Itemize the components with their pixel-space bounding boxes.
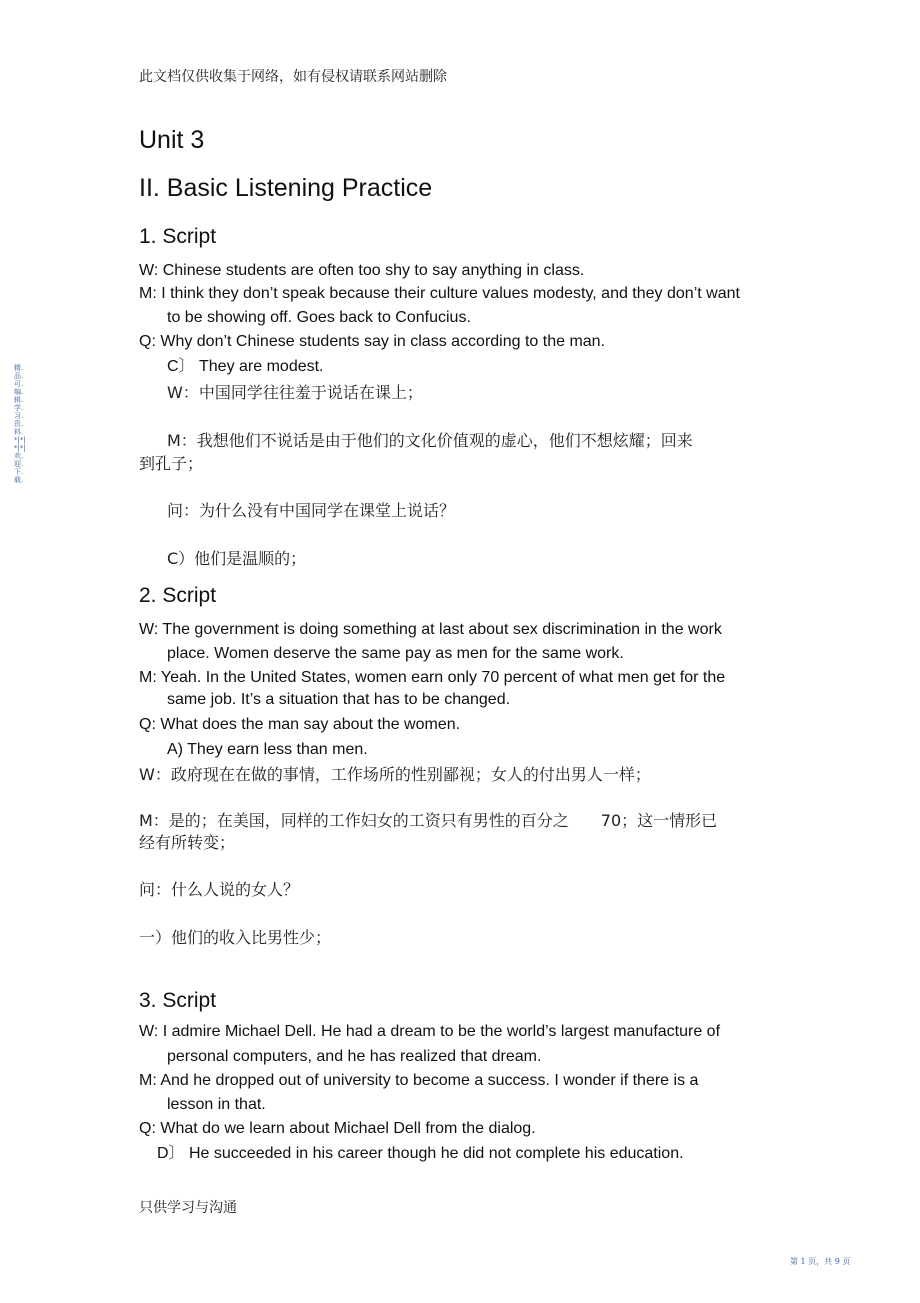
script-2-line: M: Yeah. In the United States, women earn only 70 percent of what men get for the (139, 669, 726, 686)
script-1-line: 问：为什么没有中国同学在课堂上说话？ (167, 501, 456, 520)
script-1-line: M: I think they don’t speak because their culture values modesty, and they don’t want (139, 285, 740, 302)
script-1-line: W：中国同学往往羞于说话在课上； (167, 383, 423, 402)
script-1-line: 到孔子； (139, 454, 204, 473)
script-2-line: M：是的；在美国，同样的工作妇女的工资只有男性的百分之 70；这一情形已 (139, 811, 718, 830)
script-2-line: place. Women deserve the same pay as men for the same work. (167, 645, 624, 662)
page-footer: 只供学习与沟通 (139, 1200, 237, 1216)
sidebar-watermark: 精.品.可.编.辑.学.习.资.料.*|*|*|*|欢.迎.下.载. (14, 364, 26, 484)
page-header: 此文档仅供收集于网络，如有侵权请联系网站删除 (139, 69, 447, 85)
unit-title: Unit 3 (139, 126, 205, 154)
script-1-line: to be showing off. Goes back to Confucius. (167, 309, 471, 326)
page-number: 第 1 页，共 9 页 (790, 1257, 851, 1266)
script-1-answer: C〕 They are modest. (167, 358, 324, 375)
script-2-line: W: The government is doing something at last about sex discrimination in the work (139, 621, 722, 638)
script-3-line: lesson in that. (167, 1096, 266, 1113)
script-2-line: W：政府现在在做的事情，工作场所的性别鄙视；女人的付出男人一样； (139, 765, 651, 784)
script-2-line: 问：什么人说的女人？ (139, 880, 300, 899)
script-1-line: W: Chinese students are often too shy to say anything in class. (139, 262, 585, 279)
script-3-line: M: And he dropped out of university to become a success. I wonder if there is a (139, 1072, 699, 1089)
script-2-heading: 2. Script (139, 584, 217, 607)
script-1-line: M：我想他们不说话是由于他们的文化价值观的虚心，他们不想炫耀；回来 (167, 431, 693, 450)
script-2-line: same job. It’s a situation that has to be changed. (167, 691, 511, 708)
script-2-line: Q: What does the man say about the women. (139, 716, 461, 733)
script-1-line: C）他们是温顺的； (167, 549, 307, 568)
script-1-heading: 1. Script (139, 225, 217, 248)
script-3-heading: 3. Script (139, 989, 217, 1012)
script-3-line: Q: What do we learn about Michael Dell from the dialog. (139, 1120, 536, 1137)
script-2-line: 经有所转变； (139, 833, 236, 852)
script-2-answer: A) They earn less than men. (167, 741, 368, 758)
script-1-line: Q: Why don’t Chinese students say in class according to the man. (139, 333, 606, 350)
section-title: II. Basic Listening Practice (139, 174, 433, 202)
script-3-line: personal computers, and he has realized that dream. (167, 1048, 542, 1065)
script-3-line: W: I admire Michael Dell. He had a dream to be the world’s largest manufacture of (139, 1023, 721, 1040)
script-3-answer: D〕 He succeeded in his career though he did not complete his education. (157, 1145, 684, 1162)
script-2-line: 一）他们的收入比男性少； (139, 928, 332, 947)
